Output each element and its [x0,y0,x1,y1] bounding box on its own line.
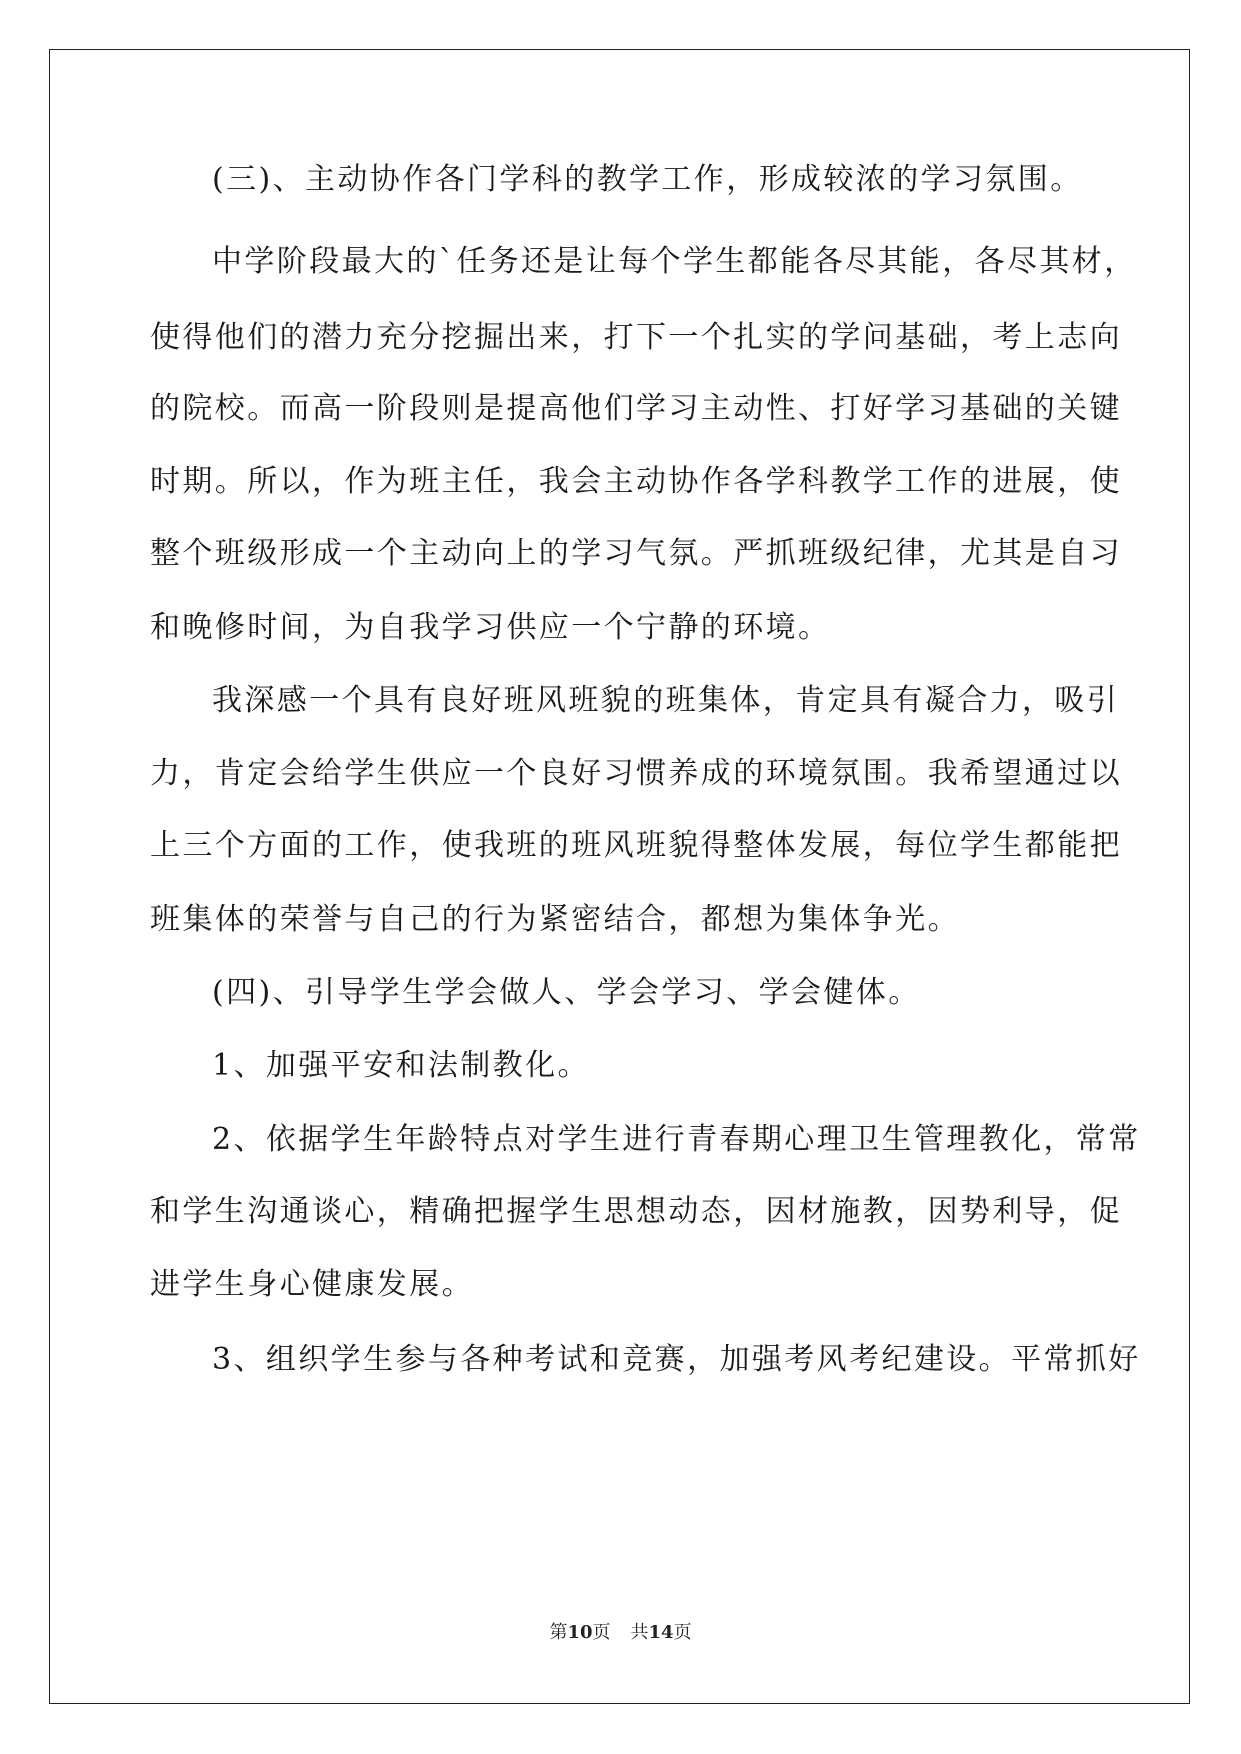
paragraph-line: 2、依据学生年龄特点对学生进行青春期心理卫生管理教化，常常 [212,1122,1141,1157]
paragraph-line: (四)、引导学生学会做人、学会学习、学会健体。 [212,975,921,1010]
paragraph-line: 和学生沟通谈心，精确把握学生思想动态，因材施教，因势利导，促 [150,1194,1122,1229]
total-prefix: 共 [630,1622,649,1643]
page-prefix: 第 [549,1622,568,1643]
paragraph-line: 力，肯定会给学生供应一个良好习惯养成的环境氛围。我希望通过以 [150,756,1122,791]
total-suffix: 页 [673,1622,692,1643]
paragraph-line: (三)、主动协作各门学科的教学工作，形成较浓的学习氛围。 [212,162,1083,197]
paragraph-line: 3、组织学生参与各种考试和竞赛，加强考风考纪建设。平常抓好 [212,1342,1141,1377]
paragraph-line: 中学阶段最大的`任务还是让每个学生都能各尽其能，各尽其材， [212,244,1137,279]
paragraph-line: 进学生身心健康发展。 [150,1267,474,1302]
paragraph-line: 我深感一个具有良好班风班貌的班集体，肯定具有凝合力，吸引 [212,683,1120,718]
paragraph-line: 的院校。而高一阶段则是提高他们学习主动性、打好学习基础的关键 [150,391,1122,426]
current-page-number: 10 [567,1622,593,1643]
paragraph-line: 上三个方面的工作，使我班的班风班貌得整体发展，每位学生都能把 [150,828,1122,863]
page-footer [0,1618,1241,1644]
paragraph-line: 和晚修时间，为自我学习供应一个宁静的环境。 [150,610,831,645]
page-suffix: 页 [592,1622,611,1643]
paragraph-line: 整个班级形成一个主动向上的学习气氛。严抓班级纪律，尤其是自习 [150,536,1122,571]
paragraph-line: 1、加强平安和法制教化。 [212,1048,590,1083]
page-border [49,49,1190,1704]
paragraph-line: 时期。所以，作为班主任，我会主动协作各学科教学工作的进展，使 [150,464,1122,499]
paragraph-line: 使得他们的潜力充分挖掘出来，打下一个扎实的学问基础，考上志向 [150,320,1122,355]
total-page-number: 14 [648,1622,674,1643]
paragraph-line: 班集体的荣誉与自己的行为紧密结合，都想为集体争光。 [150,902,960,937]
